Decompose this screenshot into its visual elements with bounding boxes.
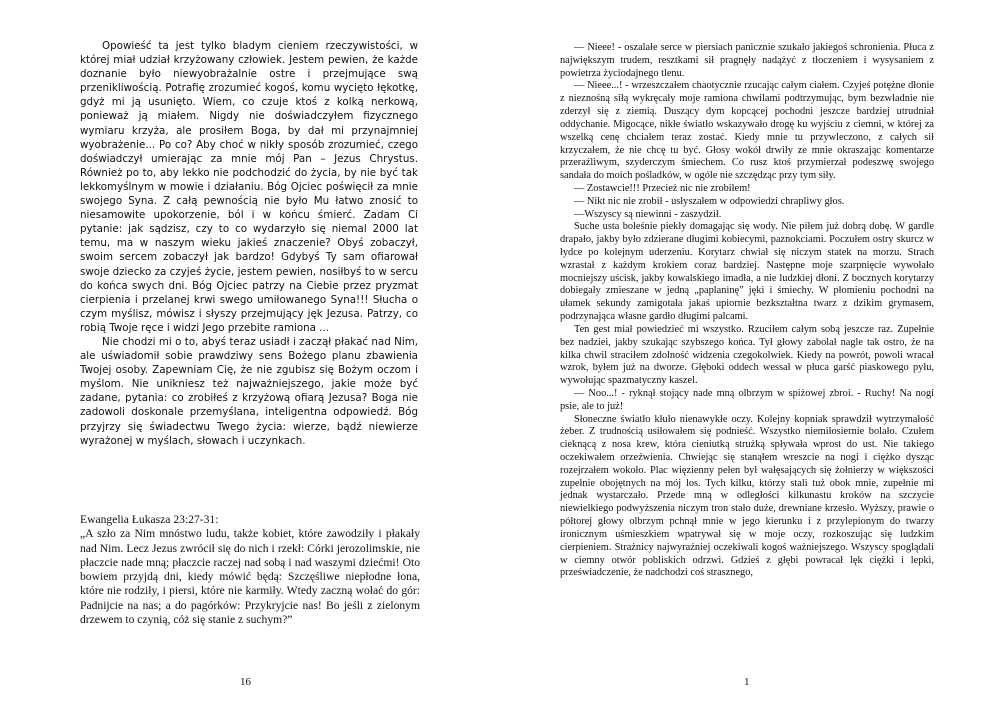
right-paragraph-6: Suche usta boleśnie piekły domagając się wody. Nie piłem już dobrą dobę. W gardle drapało, jakby było zdzierane długimi kobiecymi, paznokciami. Poczułem ostry skurcz w łydce po kolejnym uderzeniu. Korytarz chwiał się niczym statek na morzu. Strach wzrastał z każdym krokiem coraz bardziej. Następne moje szarpnięcie wywołało mocniejszy uścisk, jakby kowalskiego imadła, a nie ludzkiej dłoni. Z bocznych korytarzy dobiegały zmieszane w jedną „paplaninę” jęki i śmiechy. W płomieniu pochodni na ułamek sekundy zamigotała jakaś upiornie bezkształtna twarz z dzikim grymasem, podrzynająca własne gardło długimi palcami. — [560, 221, 934, 323]
right-paragraph-7: Ten gest miał powiedzieć mi wszystko. Rzuciłem całym sobą jeszcze raz. Zupełnie bez nadziei, jakby szukając szybszego końca. Tył głowy zabolał nagle tak ostro, że na kilka chwil straciłem zdolność widzenia czegokolwiek. Kiedy na powrót, powoli wracał wzrok, byłem już na dworze. Głęboki oddech wessał w płuca garść piaskowego pyłu, wywołując spazmatyczny kaszel. — [560, 323, 934, 387]
left-paragraph-2: Nie chodzi mi o to, abyś teraz usiadł i zaczął płakać nad Nim, ale uświadomił sobie prawdziwy sens Bożego planu zbawienia Twojej osoby. Zapewniam Cię, że nie zgubisz się Bożym oczom i myślom. Nie unikniesz też najważniejszego, jakie może być zadane, pytania: co zrobiłeś z krzyżową ofiarą Jezusa? Boga nie zadowoli doskonale przemyślana, inteligentna odpowiedź. Bóg przyjrzy się świadectwu Twego życia: wierze, bądź niewierze wyrażonej w myślach, słowach i uczynkach. — [80, 335, 418, 447]
left-body-text — [80, 39, 418, 448]
right-body-text — [560, 42, 934, 580]
right-page-number: 1 — [744, 676, 750, 688]
right-paragraph-8: — Noo...! - ryknął stojący nade mną olbrzym w spiżowej zbroi. - Ruchy! Na nogi psie, ale to już! — [560, 387, 934, 412]
gospel-text: „A szło za Nim mnóstwo ludu, także kobiet, które zawodziły i płakały nad Nim. Lecz Jezus zwrócił się do nich i rzekł: Córki jerozolimskie, nie płaczcie nade mną; płaczcie raczej nad sobą i nad waszymi dziećmi! Oto bowiem przyjdą dni, kiedy mówić będą: Szczęśliwe niepłodne łona, które nie rodziły, i piersi, które nie karmiły. Wtedy zaczną wołać do gór: Padnijcie na nas; a do pagórków: Przykryjcie nas! Bo jeśli z zielonym drzewem to czynią, cóż się stanie z suchym?” — [80, 527, 420, 627]
gospel-quote — [80, 513, 420, 627]
right-paragraph-3: — Zostawcie!!! Przecież nic nie zrobiłem! — [574, 182, 751, 194]
right-paragraph-2: — Nieee...! - wrzeszczałem chaotycznie rzucając całym ciałem. Czyjeś potężne dłonie z nieznośną siłą wykręcały moje ramiona chwilami podtrzymując, bym bezwładnie nie zderzył się z ziemią. Duszący dym kopcącej pochodni jeszcze bardziej utrudniał oddychanie. Migocące, nikłe światło wskazywało drogę ku wyjściu z ciemni, w której za wszelką cenę chciałem teraz zostać. Kiedy mnie tu przywleczono, z całych sił krzyczałem, że nie chcę tu być. Głosy wokół drwiły ze mnie okraszając komentarze przeraźliwym, szyderczym śmiechem. Co rusz ktoś przymierzał podeszwę swojego sandała do moich pośladków, w ogóle nie szczędząc przy tym siły. — [560, 80, 934, 182]
right-paragraph-1: — Nieee! - oszalałe serce w piersiach panicznie szukało jakiegoś schronienia. Płuca z największym trudem, resztkami sił pragnęły nadążyć z tłoczeniem i wysysaniem z powietrza życiodajnego tlenu. — [560, 42, 934, 79]
left-page-number: 16 — [240, 676, 251, 688]
right-paragraph-4: — Nikt nic nie zrobił - usłyszałem w odpowiedzi chrapliwy głos. — [574, 195, 845, 207]
gospel-title: Ewangelia Łukasza 23:27-31: — [80, 513, 219, 526]
right-page — [496, 0, 992, 701]
right-paragraph-5: —Wszyscy są niewinni - zaszydził. — [574, 208, 722, 220]
left-paragraph-1: Opowieść ta jest tylko bladym cieniem rzeczywistości, w której miał udział krzyżowany człowiek. Jestem pewien, że każde doznanie było niewyobrażalnie ostre i przejmujące swą przenikliwością. Potrafię zrozumieć kogoś, komu wycięto łękotkę, gdyż mi ją usunięto. Wiem, co czuje ktoś z kolką nerkową, ponieważ ją miałem. Nigdy nie doświadczyłem fizycznego wymiaru krzyża, ale prosiłem Boga, by dał mi przynajmniej wyobrażenie... Po co? Aby choć w nikły sposób zrozumieć, czego doświadczył umierając za mnie mój Pan – Jezus Chrystus. Również po to, aby lekko nie podchodzić do życia, by nie być tak lekkomyślnym w mowie i działaniu. Bóg Ojciec poświęcił za mnie swojego Syna. Z całą pewnością nie było Mu łatwo znosić to niesamowite upokorzenie, ból i w końcu śmierć. Zadam Ci pytanie: jak sądzisz, czy to co wydarzyło się niemal 2000 lat temu, ma w naszym wieku jakieś znaczenie? Obyś zobaczył, swoim sercem zobaczył jak bardzo! Gdybyś Ty sam ofiarował swoje dziecko za czyjeś życie, jestem pewien, nosiłbyś to w sercu do końca swych dni. Bóg Ojciec patrzy na Ciebie przez pryzmat cierpienia i przelanej krwi swego umiłowanego Syna!!! Słucha o czym myślisz, mówisz i słyszy przejmujący jęk Jezusa. Patrzy, co robią Twoje ręce i widzi Jego przebite ramiona ... — [80, 40, 418, 334]
right-paragraph-9: Słoneczne światło kłuło nienawykłe oczy. Kolejny kopniak sprawdził wytrzymałość żeber. Z trudnością usiłowałem się podnieść. Wszystko niemiłosiernie bolało. Czułem cieknącą z nosa krew, która cieniutką strużką spływała wprost do ust. Nie takiego oczekiwałem orzeźwienia. Chwiejąc się stanąłem wreszcie na nogi i ciężko dysząc rozejrzałem wokoło. Plac więzienny pełen był wałęsających się żołnierzy w większości zupełnie obojętnych na mój los. Tych kilku, którzy stali tuż obok mnie, zupełnie mi jednak wystarczało. Przede mną w odległości kilkunastu kroków na szczycie niewielkiego podwyższenia niczym tron stało duże, drewniane krzesło. Wyższy, prawie o półtorej głowy olbrzym pchnął mnie w jego kierunku i z przylepionym do twarzy ironicznym uśmieszkiem wpatrywał się w moje oczy, rozkoszując się ludzkim cierpieniem. Strażnicy najwyraźniej oczekiwali kogoś ważniejszego. Wszyscy spoglądali w ciemny otwór pobliskich odrzwi. Gdzieś z głębi powracał lęk ciężki i lepki, przeświadczenie, że nadchodzi coś strasznego, — [560, 413, 934, 579]
